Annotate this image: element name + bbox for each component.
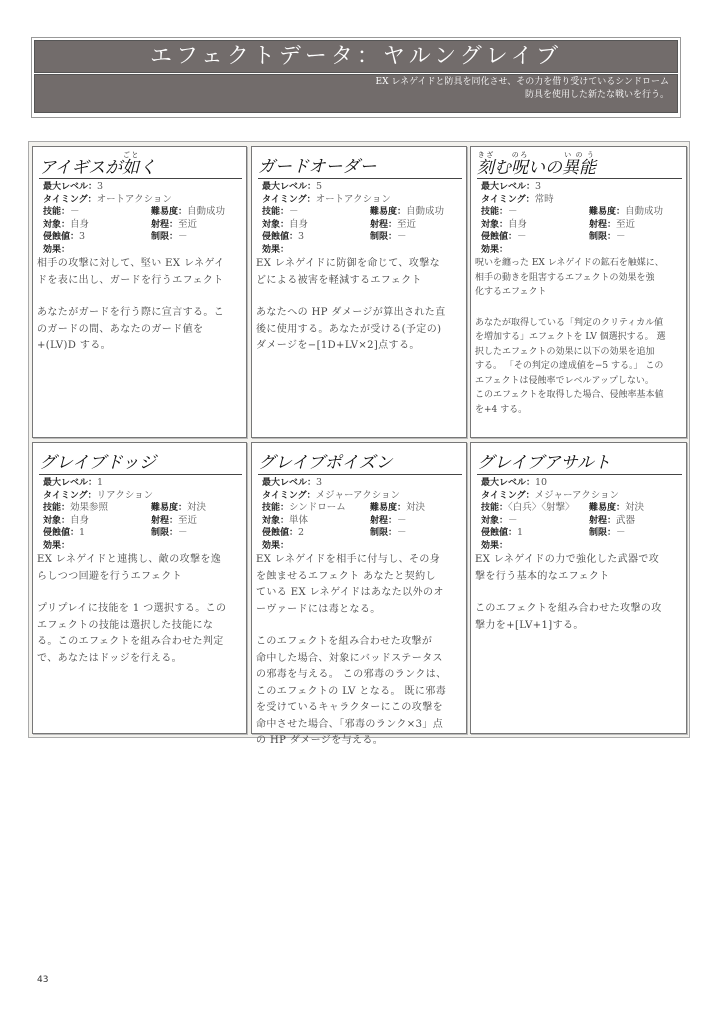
description-line: EX レネゲイドと連携し、敵の攻撃を逸 [37, 554, 222, 565]
stat-row [262, 244, 462, 257]
effect-title [258, 447, 462, 475]
description-line: 相手の動きを阻害するエフェクトの効果を強 [475, 272, 655, 283]
effect-label: 効果： [481, 540, 509, 551]
difficulty-label: 難易度： [370, 503, 407, 513]
timing-label: タイミング： [481, 490, 535, 501]
effect-card [470, 442, 687, 734]
description-line: を増加する」エフェクトを LV 個選択する。 選 [475, 332, 666, 342]
limit-field [589, 527, 697, 540]
skill-field [43, 206, 151, 219]
target-label: 対象： [262, 515, 290, 526]
range-label: 射程： [589, 515, 617, 526]
stat-row [43, 181, 242, 194]
stat-row [262, 515, 462, 528]
erosion-field [43, 231, 151, 244]
effect-label: 効果： [262, 244, 290, 255]
range-field [589, 515, 697, 528]
max-level-value: 3 [535, 181, 542, 192]
erosion-field [262, 527, 370, 540]
description-line: EX レネゲイドを相手に付与し、その身 [256, 554, 441, 565]
title-segment: アイギスが [39, 158, 123, 178]
effect-stats [39, 181, 242, 256]
stat-row [43, 490, 242, 503]
description-line: このエフェクトを組み合わせた攻撃が [256, 636, 433, 647]
timing-label: タイミング： [262, 490, 316, 501]
difficulty-label: 難易度： [589, 207, 626, 217]
page-title: エフェクトデータ：ヤルングレイブ [34, 40, 678, 73]
effect-stats [39, 477, 242, 552]
description-line: る。このエフェクトを組み合わせた判定 [37, 636, 224, 647]
max-level-label: 最大レベル： [43, 182, 98, 192]
range-label: 射程： [370, 219, 398, 230]
description-paragraph [475, 316, 682, 418]
title-segment: ガードオーダー [258, 157, 377, 177]
timing-field [481, 490, 682, 503]
description-line: 相手の攻撃に対して、堅い EX レネゲイ [37, 258, 225, 269]
max-level-label: 最大レベル： [262, 478, 317, 488]
effect-card [32, 146, 247, 438]
title-segment: グレイブポイズン [258, 453, 393, 473]
description-line: このエフェクトを取得した場合、侵蝕率基本値 [475, 390, 664, 400]
title-segment: む [494, 158, 511, 178]
max-level-label: 最大レベル： [481, 182, 536, 192]
max-level-value: 3 [97, 181, 104, 192]
description-paragraph [37, 256, 242, 289]
difficulty-value: 対決 [625, 502, 645, 513]
ruby-reading: のろ [511, 151, 528, 159]
difficulty-label: 難易度： [589, 503, 626, 513]
title-segment: 如 [122, 158, 140, 178]
stat-row [262, 231, 462, 244]
effect-label: 効果： [43, 244, 71, 255]
range-field [370, 219, 478, 232]
effect-label: 効果： [43, 540, 71, 551]
limit-value: － [397, 527, 407, 538]
stat-row [43, 540, 242, 553]
ruby-reading: きざ [477, 151, 494, 159]
timing-value: オートアクション [96, 193, 172, 205]
effect-title [258, 151, 462, 179]
timing-label: タイミング： [43, 490, 97, 501]
stat-row [481, 219, 682, 232]
erosion-value: 2 [298, 527, 305, 538]
limit-value: － [178, 231, 188, 242]
difficulty-field [589, 502, 697, 515]
max-level-value: 1 [97, 477, 104, 488]
erosion-label: 侵蝕値： [43, 528, 80, 538]
limit-label: 制限： [370, 528, 398, 538]
range-value: 至近 [397, 218, 417, 230]
description-paragraph [256, 634, 462, 750]
limit-label: 制限： [151, 528, 179, 538]
subtitle-line: 防具を使用した新たな戦いを行う。 [524, 90, 669, 100]
timing-label: タイミング： [481, 194, 535, 205]
skill-field [262, 502, 370, 515]
timing-field [262, 490, 462, 503]
description-line: 後に使用する。あなたが受ける(予定の) [256, 323, 442, 335]
target-value: 自身 [508, 218, 528, 230]
target-field [43, 515, 151, 528]
erosion-value: 3 [79, 231, 86, 242]
difficulty-field [370, 502, 478, 515]
description-line: の邪毒を与える。 この邪毒のランクは、 [256, 669, 447, 680]
ruby-reading: ごと [122, 151, 140, 159]
skill-label: 技能： [481, 207, 509, 217]
limit-value: － [616, 527, 626, 538]
skill-label: 技能： [43, 207, 71, 217]
limit-value: － [178, 527, 188, 538]
description-line: エフェクトの技能は選択した技能にな [37, 619, 214, 631]
stat-row [262, 477, 462, 490]
effect-card [251, 146, 467, 438]
effect-field [262, 540, 462, 553]
erosion-field [43, 527, 151, 540]
limit-field [589, 231, 697, 244]
description-line: あなたへの HP ダメージが算出された直 [256, 307, 446, 318]
target-value: － [508, 514, 518, 526]
limit-value: － [397, 231, 407, 242]
range-label: 射程： [151, 515, 179, 526]
ruby-reading: いのう [562, 151, 596, 159]
effect-description [475, 552, 682, 634]
stat-row [262, 181, 462, 194]
range-field [151, 219, 259, 232]
timing-value: 常時 [534, 193, 554, 205]
effect-title [39, 447, 242, 475]
timing-field [262, 194, 462, 207]
effect-label: 効果： [481, 244, 509, 255]
difficulty-field [151, 502, 259, 515]
range-field [151, 515, 259, 528]
skill-value: シンドローム [289, 502, 346, 513]
description-line: 命中させた場合、「邪毒のランク×3」点 [256, 718, 444, 730]
description-line: あなたがガードを行う際に宣言する。こ [37, 307, 225, 318]
skill-field [481, 206, 589, 219]
description-line: で、あなたはドッジを行える。 [37, 652, 182, 664]
effect-stats [258, 477, 462, 552]
description-paragraph [475, 552, 682, 585]
difficulty-value: 対決 [406, 502, 426, 513]
effect-description [37, 552, 242, 667]
stat-row [43, 502, 242, 515]
description-line: EX レネゲイドの力で強化した武器で攻 [475, 554, 660, 565]
target-label: 対象： [481, 219, 509, 230]
max-level-field [481, 181, 682, 194]
effect-card [251, 442, 467, 746]
skill-field [43, 502, 151, 515]
title-ruby [511, 151, 528, 178]
stat-row [481, 502, 682, 515]
stat-row [262, 194, 462, 207]
description-line: どによる被害を軽減するエフェクト [256, 274, 422, 286]
effect-title [39, 151, 242, 179]
target-value: 単体 [289, 514, 309, 526]
description-line: ドを表に出し、ガードを行うエフェクト [37, 274, 224, 286]
max-level-field [481, 477, 682, 490]
skill-value: 〈白兵〉〈射撃〉 [508, 502, 575, 513]
range-field [370, 515, 478, 528]
effect-stats [477, 477, 682, 552]
title-segment: 異能 [562, 158, 596, 178]
page-subtitle [34, 74, 678, 113]
erosion-label: 侵蝕値： [43, 232, 80, 242]
title-ruby [122, 151, 140, 178]
max-level-value: 3 [316, 477, 323, 488]
difficulty-value: 自動成功 [406, 206, 445, 217]
subtitle-line: EX レネゲイドと防具を同化させ、その力を借り受けているシンドローム [375, 77, 669, 87]
target-value: 自身 [70, 218, 90, 230]
target-label: 対象： [262, 219, 290, 230]
difficulty-value: 自動成功 [625, 206, 664, 217]
max-level-label: 最大レベル： [481, 478, 536, 488]
effect-field [262, 244, 462, 257]
target-field [481, 515, 589, 528]
limit-label: 制限： [151, 232, 179, 242]
target-field [43, 219, 151, 232]
description-line: +(LV)D する。 [37, 340, 112, 351]
description-line: 撃力を+[LV+1]する。 [475, 619, 584, 631]
stat-row [481, 194, 682, 207]
description-line: 撃を行う基本的なエフェクト [475, 570, 610, 582]
description-line: このエフェクトを組み合わせた攻撃の攻 [475, 603, 662, 614]
limit-field [151, 527, 259, 540]
page-number: 43 [37, 975, 49, 985]
difficulty-label: 難易度： [151, 503, 188, 513]
erosion-field [481, 231, 589, 244]
title-ruby [562, 151, 596, 178]
effect-field [481, 244, 682, 257]
effect-card [32, 442, 247, 734]
description-line: 呪いを纏った EX レネゲイドの鉱石を触媒に、 [475, 258, 664, 268]
timing-value: オートアクション [315, 193, 391, 205]
skill-value: 効果参照 [70, 502, 109, 513]
erosion-value: 1 [79, 527, 86, 538]
title-segment: グレイブアサルト [477, 453, 611, 473]
description-line: 化するエフェクト [475, 287, 547, 297]
target-value: 自身 [70, 514, 90, 526]
description-paragraph [256, 552, 462, 618]
stat-row [481, 490, 682, 503]
skill-label: 技能： [43, 503, 71, 513]
stat-row [481, 181, 682, 194]
skill-label: 技能： [262, 207, 290, 217]
description-line: EX レネゲイドに防御を命じて、攻撃な [256, 258, 440, 269]
effect-stats [258, 181, 462, 256]
timing-value: メジャーアクション [534, 489, 620, 501]
effect-label: 効果： [262, 540, 290, 551]
limit-field [370, 527, 478, 540]
erosion-label: 侵蝕値： [262, 528, 299, 538]
effect-field [481, 540, 682, 553]
skill-field [481, 502, 589, 515]
description-line: のガードの間、あなたのガード値を [37, 323, 204, 335]
description-line: する。 「その判定の達成値を−5 する。」 この [475, 361, 664, 371]
description-line: ている EX レネゲイドはあなた以外のオ [256, 587, 444, 598]
effect-card [470, 146, 687, 438]
title-segment: いの [528, 158, 562, 178]
timing-field [481, 194, 682, 207]
effect-description [475, 256, 682, 417]
skill-label: 技能： [481, 503, 509, 513]
erosion-field [481, 527, 589, 540]
description-paragraph [37, 305, 242, 355]
stat-row [262, 219, 462, 232]
erosion-label: 侵蝕値： [481, 528, 518, 538]
description-paragraph [256, 256, 462, 289]
target-label: 対象： [481, 515, 509, 526]
description-line: ダメージを−[1D+LV×2]点する。 [256, 340, 420, 351]
stat-row [43, 219, 242, 232]
stat-row [481, 244, 682, 257]
timing-value: メジャーアクション [315, 489, 401, 501]
max-level-field [262, 181, 462, 194]
target-label: 対象： [43, 515, 71, 526]
stat-row [43, 231, 242, 244]
description-paragraph [475, 256, 682, 300]
range-value: 至近 [178, 218, 198, 230]
title-ruby [477, 151, 494, 178]
stat-row [481, 231, 682, 244]
limit-field [370, 231, 478, 244]
target-field [262, 515, 370, 528]
stat-row [43, 244, 242, 257]
description-line: あなたが取得している「判定のクリティカル値 [475, 317, 664, 328]
stat-row [43, 206, 242, 219]
effect-title [477, 447, 682, 475]
range-value: 至近 [616, 218, 636, 230]
stat-row [43, 194, 242, 207]
max-level-field [262, 477, 462, 490]
title-segment: 刻 [477, 158, 494, 178]
description-line: このエフェクトの LV となる。 既に邪毒 [256, 685, 447, 697]
timing-field [43, 194, 242, 207]
effect-description [37, 256, 242, 355]
title-segment: 呪 [511, 158, 528, 178]
skill-value: － [289, 206, 299, 217]
title-segment: グレイブドッジ [39, 453, 156, 473]
difficulty-field [151, 206, 259, 219]
stat-row [481, 540, 682, 553]
description-line: プリプレイに技能を 1 つ選択する。この [37, 603, 227, 614]
stat-row [43, 527, 242, 540]
stat-row [262, 502, 462, 515]
effect-stats [477, 181, 682, 256]
range-value: 至近 [178, 514, 198, 526]
target-value: 自身 [289, 218, 309, 230]
skill-label: 技能： [262, 503, 290, 513]
difficulty-field [589, 206, 697, 219]
stat-row [43, 477, 242, 490]
target-field [262, 219, 370, 232]
timing-value: リアクション [96, 489, 154, 501]
skill-field [262, 206, 370, 219]
target-field [481, 219, 589, 232]
description-line: エフェクトは侵蝕率でレベルアップしない。 [475, 375, 654, 386]
effect-field [43, 540, 242, 553]
description-paragraph [37, 552, 242, 585]
description-line: 択したエフェクトの効果に以下の効果を追加 [475, 346, 655, 357]
range-value: 武器 [616, 514, 636, 526]
skill-value: － [508, 206, 518, 217]
stat-row [481, 527, 682, 540]
max-level-value: 5 [316, 181, 323, 192]
skill-value: － [70, 206, 80, 217]
max-level-label: 最大レベル： [262, 182, 317, 192]
limit-label: 制限： [370, 232, 398, 242]
timing-label: タイミング： [43, 194, 97, 205]
page-header [31, 37, 681, 118]
stat-row [262, 527, 462, 540]
range-field [589, 219, 697, 232]
difficulty-field [370, 206, 478, 219]
difficulty-label: 難易度： [151, 207, 188, 217]
stat-row [481, 206, 682, 219]
title-segment: く [139, 158, 157, 178]
erosion-label: 侵蝕値： [262, 232, 299, 242]
range-label: 射程： [151, 219, 179, 230]
effect-card-grid [28, 141, 690, 746]
description-paragraph [475, 601, 682, 634]
description-line: らしつつ回避を行うエフェクト [37, 570, 183, 582]
limit-field [151, 231, 259, 244]
erosion-field [262, 231, 370, 244]
target-label: 対象： [43, 219, 71, 230]
max-level-field [43, 477, 242, 490]
limit-value: － [616, 231, 626, 242]
description-line: ーヴァードには毒となる。 [256, 603, 381, 615]
limit-label: 制限： [589, 528, 617, 538]
range-value: － [397, 514, 407, 526]
stat-row [262, 490, 462, 503]
description-line: の HP ダメージを与える。 [256, 735, 384, 746]
difficulty-value: 自動成功 [187, 206, 226, 217]
description-paragraph [256, 305, 462, 355]
timing-label: タイミング： [262, 194, 316, 205]
effect-description [256, 552, 462, 750]
stat-row [481, 515, 682, 528]
description-paragraph [37, 601, 242, 667]
erosion-value: 1 [517, 527, 524, 538]
stat-row [43, 515, 242, 528]
description-line: を+4 する。 [475, 404, 528, 415]
difficulty-value: 対決 [187, 502, 207, 513]
description-line: 命中した場合、対象にバッドステータス [256, 652, 443, 664]
erosion-value: － [517, 231, 527, 242]
stat-row [262, 206, 462, 219]
stat-row [481, 477, 682, 490]
stat-row [262, 540, 462, 553]
description-line: を受けているキャラクターにこの攻撃を [256, 702, 443, 713]
range-label: 射程： [589, 219, 617, 230]
description-line: を蝕ませるエフェクト あなたと契約し [256, 570, 436, 582]
timing-field [43, 490, 242, 503]
limit-label: 制限： [589, 232, 617, 242]
erosion-value: 3 [298, 231, 305, 242]
max-level-value: 10 [535, 477, 548, 488]
difficulty-label: 難易度： [370, 207, 407, 217]
max-level-label: 最大レベル： [43, 478, 98, 488]
effect-description [256, 256, 462, 355]
effect-field [43, 244, 242, 257]
erosion-label: 侵蝕値： [481, 232, 518, 242]
max-level-field [43, 181, 242, 194]
range-label: 射程： [370, 515, 398, 526]
effect-title [477, 151, 682, 179]
